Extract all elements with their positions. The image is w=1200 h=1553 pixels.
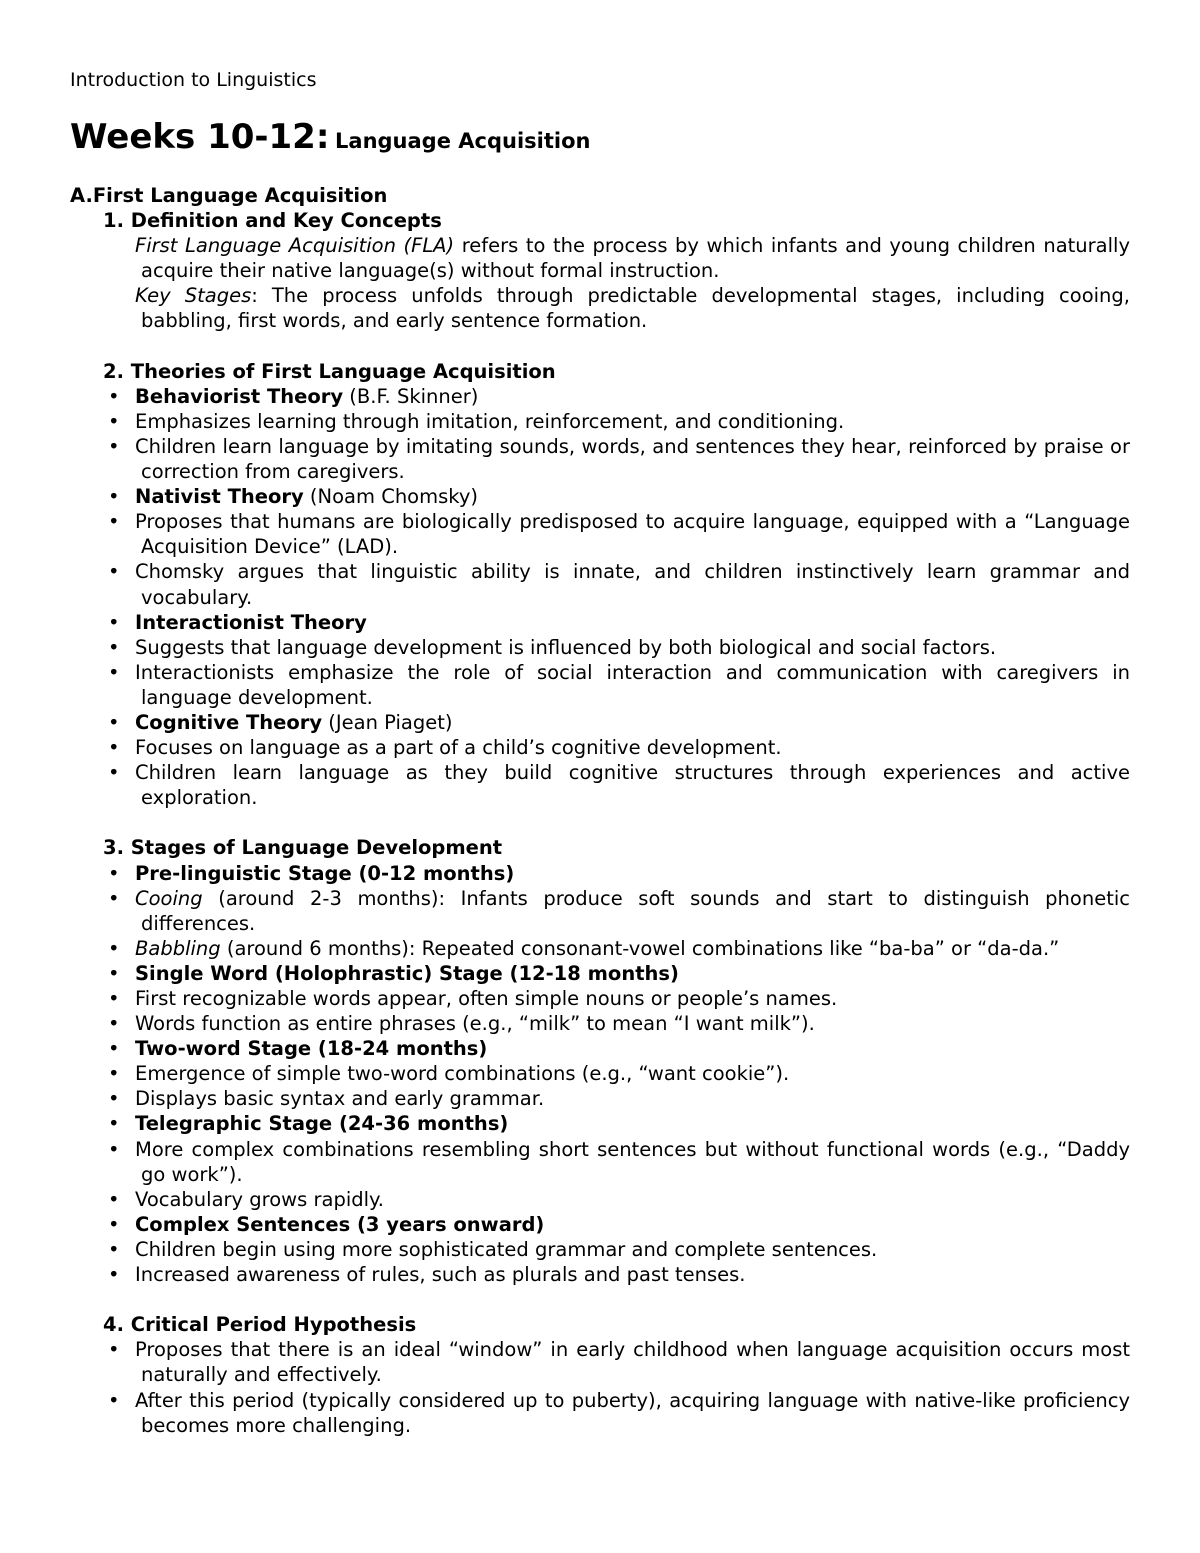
stage-item-text [135,961,1130,986]
critical-period-list [70,1337,1130,1437]
stage-item-text: Children begin using more sophisticated grammar and complete sentences. [135,1237,878,1261]
theory-item-text: Emphasizes learning through imitation, reinforcement, and conditioning. [135,409,845,433]
bullet-icon: • [108,1137,120,1161]
stage-item [70,1262,1130,1287]
bullet-icon: • [108,485,120,509]
stage-item [70,886,1130,936]
bullet-icon: • [108,936,120,960]
section-a-heading: A.First Language Acquisition [70,184,388,207]
stages-list [70,861,1130,1288]
stage-item-title: Two-word Stage (18-24 months) [135,1037,488,1061]
theories-list [70,384,1130,811]
theory-item [70,484,1130,509]
stage-item [70,936,1130,961]
theory-item-title: Interactionist Theory [135,610,367,634]
bullet-icon: • [108,510,120,534]
section-1-heading: 1. Definition and Key Concepts [103,209,442,233]
bullet-icon: • [108,560,120,584]
theory-item [70,409,1130,434]
theory-item-title: Behaviorist Theory [135,384,344,408]
theory-item [70,635,1130,660]
section-2-heading: 2. Theories of First Language Acquisition [103,359,556,383]
stage-item-text: Displays basic syntax and early grammar. [135,1087,545,1111]
stage-item [70,1111,1130,1136]
theory-item-text: Interactionists emphasize the role of social interaction and communication with caregivers in language development. [135,660,1130,709]
theory-item [70,760,1130,810]
critical-period-item [70,1388,1130,1438]
theory-item-text: Nativist Theory (Noam Chomsky) [135,485,479,509]
theory-item [70,660,1130,710]
title-weeks: Weeks 10-12: [70,117,330,157]
critical-period-item-text: Proposes that there is an ideal “window” in early childhood when language acquisition occurs most naturally and effectively. [135,1338,1130,1387]
section-4-heading: 4. Critical Period Hypothesis [103,1313,417,1337]
stage-item-text: First recognizable words appear, often simple nouns or people’s names. [135,987,838,1010]
key-stages-term: Key Stages [135,284,252,308]
page-title [70,113,590,167]
stage-item-title: Complex Sentences (3 years onward) [135,1212,545,1236]
bullet-icon: • [108,1263,120,1287]
theory-item-text: Chomsky argues that linguistic ability is innate, and children instinctively learn grammar and vocabulary. [135,560,1130,609]
theory-item-text: Focuses on language as a part of a child’s cognitive development. [135,736,782,760]
section-3-heading: 3. Stages of Language Development [103,836,503,860]
bullet-icon: • [108,1112,120,1136]
document-header: Introduction to Linguistics [70,69,317,91]
stage-item [70,1036,1130,1061]
theory-item [70,735,1130,760]
theory-item [70,434,1130,484]
fla-term: First Language Acquisition (FLA) [135,234,455,258]
bullet-icon: • [108,409,120,433]
stage-item-text [135,1111,1130,1136]
title-topic: Language Acquisition [335,129,591,153]
theory-item-title: Cognitive Theory [135,710,323,734]
theory-item-text: Proposes that humans are biologically predisposed to acquire language, equipped with a “Language Acquisition Device” (LAD). [135,510,1130,559]
theory-item-text [135,610,1130,635]
bullet-icon: • [108,710,120,734]
stage-item-term: Cooing [135,886,203,910]
stage-item [70,1137,1130,1187]
bullet-icon: • [108,886,120,910]
theory-item [70,710,1130,735]
stage-item [70,861,1130,886]
theory-item [70,559,1130,609]
bullet-icon: • [108,761,120,785]
stage-item-text: Emergence of simple two-word combinations (e.g., “want cookie”). [135,1062,790,1086]
theory-item [70,610,1130,635]
stage-item-text: Vocabulary grows rapidly. [135,1187,385,1211]
bullet-icon: • [108,1212,120,1236]
bullet-icon: • [108,1187,120,1211]
document-body [70,183,1130,1438]
bullet-icon: • [108,1037,120,1061]
bullet-icon: • [108,1012,120,1036]
bullet-icon: • [108,1388,120,1412]
bullet-icon: • [108,987,120,1010]
bullet-icon: • [108,1087,120,1111]
bullet-icon: • [108,861,120,885]
stage-item-text: Babbling (around 6 months): Repeated consonant-vowel combinations like “ba-ba” or “da-da.” [135,936,1060,960]
bullet-icon: • [108,1338,120,1362]
stage-item [70,1187,1130,1212]
stage-item-term: Babbling [135,936,221,960]
stage-item-title: Single Word (Holophrastic) Stage (12-18 months) [135,961,679,985]
bullet-icon: • [108,610,120,634]
theory-item-text: Behaviorist Theory (B.F. Skinner) [135,384,479,408]
fla-definition-paragraph [135,233,1130,283]
stage-item [70,1212,1130,1237]
key-stages-text: : The process unfolds through predictable developmental stages, including cooing, babbling, first words, and early sentence formation. [141,284,1130,333]
stage-item-text: Cooing (around 2-3 months): Infants produce soft sounds and start to distinguish phonetic differences. [135,886,1130,935]
bullet-icon: • [108,736,120,760]
bullet-icon: • [108,635,120,659]
stage-item-text [135,861,1130,886]
stage-item-text [135,1036,1130,1061]
stage-item [70,986,1130,1011]
stage-item-text: Increased awareness of rules, such as plurals and past tenses. [135,1263,746,1287]
stage-item-text: More complex combinations resembling short sentences but without functional words (e.g., “Daddy go work”). [135,1137,1130,1186]
bullet-icon: • [108,384,120,408]
stage-item [70,1011,1130,1036]
theory-item-title: Nativist Theory [135,485,304,509]
theory-item-text: Children learn language as they build cognitive structures through experiences and active exploration. [135,761,1130,810]
critical-period-item [70,1337,1130,1387]
stage-item [70,1237,1130,1262]
stage-item [70,1061,1130,1086]
stage-item-text: Words function as entire phrases (e.g., “milk” to mean “I want milk”). [135,1012,815,1036]
bullet-icon: • [108,434,120,458]
fla-definition-text: refers to the process by which infants and young children naturally acquire their native language(s) without formal instruction. [141,234,1130,283]
bullet-icon: • [108,1237,120,1261]
stage-item-title: Pre-linguistic Stage (0-12 months) [135,861,515,885]
theory-item-text: Children learn language by imitating sounds, words, and sentences they hear, reinforced by praise or correction from caregivers. [135,434,1130,484]
stage-item-title: Telegraphic Stage (24-36 months) [135,1112,509,1136]
bullet-icon: • [108,1062,120,1086]
bullet-icon: • [108,961,120,985]
critical-period-item-text: After this period (typically considered up to puberty), acquiring language with native-like proficiency becomes more challenging. [135,1388,1130,1437]
stage-item-text [135,1212,1130,1237]
stage-item [70,1086,1130,1111]
theory-item-text: Cognitive Theory (Jean Piaget) [135,710,453,734]
theory-item [70,509,1130,559]
theory-item [70,384,1130,409]
theory-item-text: Suggests that language development is influenced by both biological and social factors. [135,635,997,659]
stage-item [70,961,1130,986]
bullet-icon: • [108,660,120,684]
key-stages-paragraph [135,283,1130,333]
